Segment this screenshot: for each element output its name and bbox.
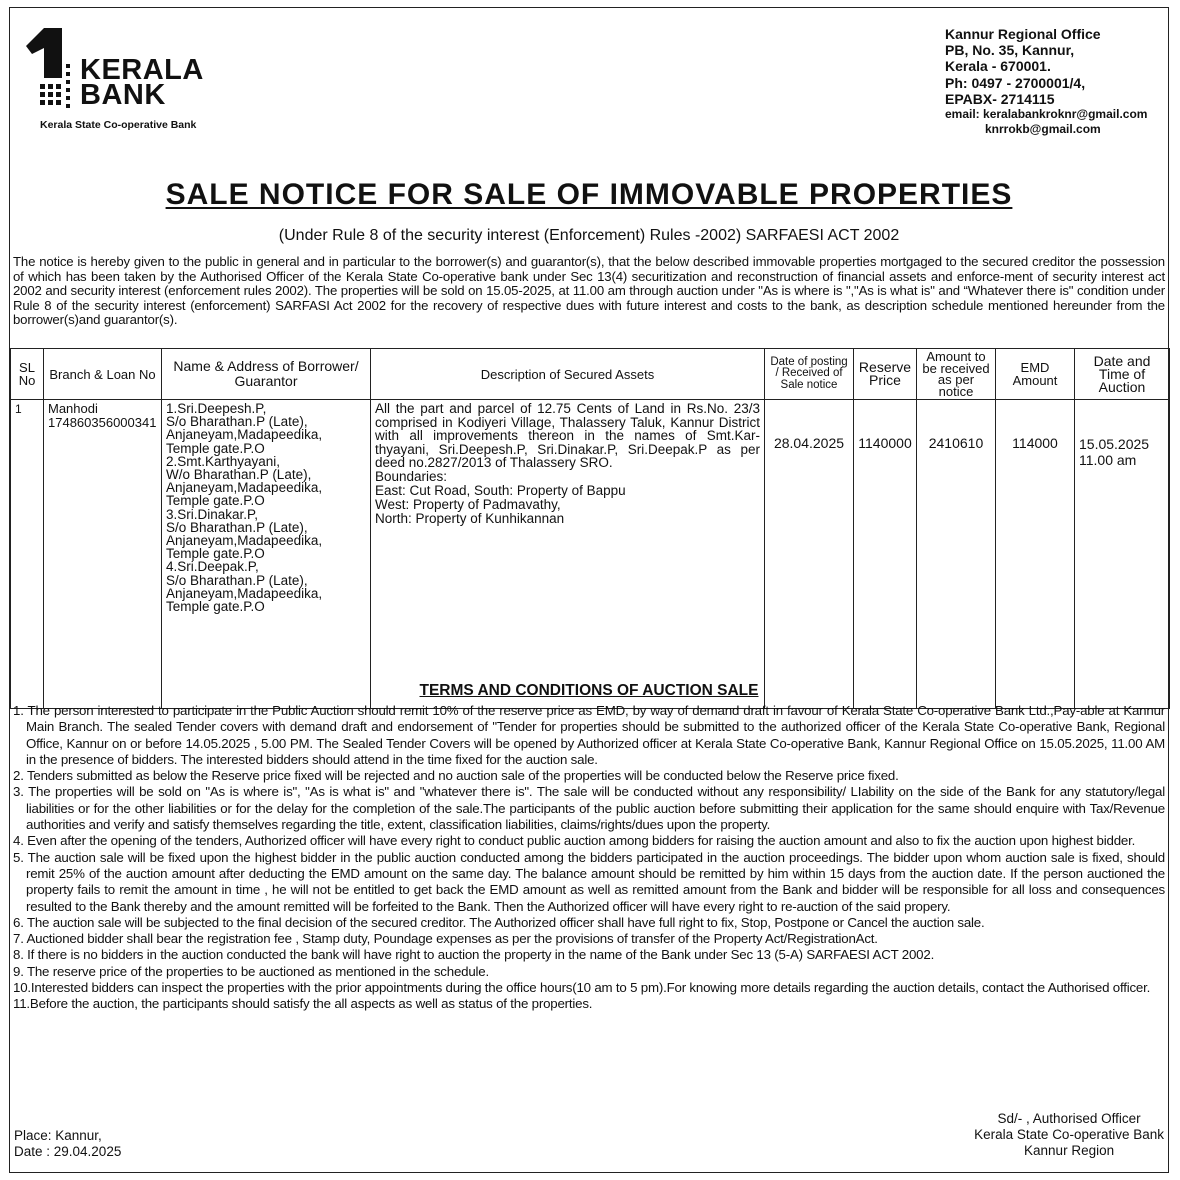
office-email-2: knrrokb@gmail.com <box>985 122 1101 137</box>
borrower-line: S/o Bharathan.P (Late), <box>166 414 308 430</box>
secured-assets-table <box>10 348 1170 709</box>
date-text: Date : 29.04.2025 <box>14 1144 122 1159</box>
auction-date: 15.05.2025 <box>1079 436 1150 452</box>
place-text: Place: Kannur, <box>14 1128 102 1143</box>
cell-sl: 1 <box>11 400 44 709</box>
cell-description <box>371 400 765 709</box>
cell-emd: 114000 <box>996 400 1075 709</box>
auction-time: 11.00 am <box>1079 452 1137 468</box>
loan-number: 174860356000341 <box>48 415 157 430</box>
signature-line: Kannur Region <box>1024 1143 1115 1158</box>
header-name: Name & Address of Borrower/ Guarantor <box>162 349 371 400</box>
signature-block <box>974 1111 1164 1159</box>
term-item: 1. The person interested to participate in the Public Auction should remit 10% of the reserve price as EMD, by way of demand draft in favour of Kerala State Co-operative Bank Ltd.,Pay-able at Kannur Main Branch. The sealed Tender covers with demand draft and endorsement of "Tender for properties should be submitted to the authorized officer of the Kerala State Co-operative Bank, Regional Office, Kannur on or before 14.05.2025 , 5.00 PM. The Sealed Tender Covers will be opened by Authorized officer at Kerala State Co-operative Bank, Kannur Regional Office on 15.05.2025, 11.00 AM in the presence of bidders. The interested bidders should attend in the time fixed for the auction sale. <box>13 703 1165 767</box>
terms-title <box>10 682 1168 700</box>
notice-subtitle: (Under Rule 8 of the security interest (Enforcement) Rules -2002) SARFAESI ACT 2002 <box>278 227 900 244</box>
logo-subtitle: Kerala State Co-operative Bank <box>40 119 197 131</box>
borrower-line: Temple gate.P.O <box>166 599 265 615</box>
bank-logo-mark-icon <box>22 26 82 116</box>
term-item: 7. Auctioned bidder shall bear the registration fee , Stamp duty, Poundage expenses as per the provisions of transfer of the Property Act/RegistrationAct. <box>13 931 878 947</box>
borrower-line: 1.Sri.Deepesh.P, <box>166 401 267 416</box>
borrower-line: Temple gate.P.O <box>166 546 265 562</box>
term-item: 2. Tenders submitted as below the Reserve price fixed will be rejected and no auction sale of the properties will be conducted below the Reserve price fixed. <box>13 768 899 784</box>
header-reserve: Reserve Price <box>854 349 917 400</box>
header-amount: Amount to be received as per notice <box>917 349 996 400</box>
borrower-line: Temple gate.P.O <box>166 493 265 509</box>
office-line: Ph: 0497 - 2700001/4, <box>945 74 1086 91</box>
borrower-line: 4.Sri.Deepak.P, <box>166 559 259 575</box>
term-item: 6. The auction sale will be subjected to the final decision of the secured creditor. The Authorized officer shall have full right to fix, Stop, Postpone or Cancel the auction sale. <box>13 914 985 930</box>
term-item: 3. The properties will be sold on "As is where is", "As is what is" and "whatever there is". The sale will be conducted without any responsibility/ LIability on the side of the Bank for any statutory/legal liabilities or for the other liabilities or for the delay for the completion of the sale.The participants of the public auction before submitting their application for the same should enquire with Tax/Revenue authorities and verify and satisfy themselves regarding the title, extent, classification liabilities, claims/rights/dues upon the property. <box>13 784 1165 833</box>
borrower-line: Anjaneyam,Madapeedika, <box>166 585 323 601</box>
asset-description: All the part and parcel of 12.75 Cents of Land in Rs.No. 23/3 comprised in Kodiyeri Village, Thalassery Taluk, Kannur District with all improvements thereon in the names of Smt.Kar-thyayani, Sri.Deepesh.P, Sri.Dinakar.P, Sri.Deepak.P as per deed no.2827/2013 of Thalassery SRO. <box>375 401 760 470</box>
table-row <box>11 400 1170 709</box>
signature-line: Sd/- , Authorised Officer <box>997 1111 1141 1126</box>
sale-notice-page <box>9 7 1169 1173</box>
boundary-line: North: Property of Kunhikannan <box>375 510 565 526</box>
header-desc: Description of Secured Assets <box>371 349 765 400</box>
boundaries-label: Boundaries: <box>375 468 448 484</box>
borrower-line: Temple gate.P.O <box>166 440 265 456</box>
logo-wordmark <box>80 54 204 111</box>
borrower-line: S/o Bharathan.P (Late), <box>166 572 308 588</box>
header-date-posting: Date of posting / Received of Sale notice <box>765 349 854 400</box>
term-item: 11.Before the auction, the participants should satisfy the all aspects as well as status of the properties. <box>13 996 593 1012</box>
office-email-1: email: keralabankroknr@gmail.com <box>945 107 1148 122</box>
place-date-block <box>14 1128 121 1160</box>
term-item: 5. The auction sale will be fixed upon the highest bidder in the public auction conducted among the bidders participated in the auction proceedings. The bidder upon whom auction sale is fixed, should remit 25% of the auction amount after deducting the EMD amount on the same day. The balance amount should be remitted by him within 15 days from the auction date. If the person auctioned the property fails to remit the amount in time , he will not be entitled to get back the EMD amount as well as remitted amount from the Bank and bidder will be responsible for all loss and consequences resulted to the Bank thereby and the amount remitted will be forfeited to the Bank. Then the Authorized officer will have every right to re-auction of the said propery. <box>13 849 1165 914</box>
header-auction: Date and Time of Auction <box>1075 349 1170 400</box>
cell-borrowers <box>162 400 371 709</box>
cell-branch <box>44 400 162 709</box>
cell-reserve: 1140000 <box>854 400 917 709</box>
header-branch: Branch & Loan No <box>44 349 162 400</box>
cell-amount: 2410610 <box>917 400 996 709</box>
term-item: 8. If there is no bidders in the auction conducted the bank will have right to auction the property in the name of the Bank under Sec 13 (5-A) SARFAESI ACT 2002. <box>13 947 935 963</box>
branch-name: Manhodi <box>48 401 98 416</box>
cell-date-posting: 28.04.2025 <box>765 400 854 709</box>
terms-title-text: TERMS AND CONDITIONS OF AUCTION SALE <box>419 682 759 699</box>
term-item: 9. The reserve price of the properties to be auctioned as mentioned in the schedule. <box>13 963 489 979</box>
office-line: Kannur Regional Office <box>945 26 1101 42</box>
term-item: 10.Interested bidders can inspect the properties with the prior appointments during the office hours(10 am to 5 pm).For knowing more details regarding the auction details, contact the Authorised officer. <box>13 980 1151 996</box>
borrower-line: Anjaneyam,Madapeedika, <box>166 480 323 496</box>
term-item: 4. Even after the opening of the tenders, Authorized officer will have every right to conduct public auction among bidders for raising the auction amount and also to fix the auction upon highest bidder. <box>13 833 1136 849</box>
notice-intro: The notice is hereby given to the public in general and in particular to the borrower(s) and guarantor(s), that the below described immovable properties mortgaged to the secured creditor the possession of which has been taken by the Authorised Officer of the Kerala State Co-operative bank under Sec 13(4) securitization and reconstruction of financial assets and enforce-ment of security interest act 2002 and security interest (enforcement rules 2002). The properties will be sold on 15.05-2025, at 11.00 am through auction under "As is where is ","As is what is" and “Whatever there is" condition under Rule 8 of the security interest (enforcement) SARFASI Act 2002 for the recovery of respective dues with future interest and costs to the bank, as description schedule mentioned hereunder from the borrower(s)and guarantor(s). <box>13 254 1165 328</box>
office-line: PB, No. 35, Kannur, <box>945 42 1075 59</box>
notice-title-text: SALE NOTICE FOR SALE OF IMMOVABLE PROPERTIES <box>165 178 1013 211</box>
kerala-bank-logo <box>22 26 222 130</box>
borrower-line: 2.Smt.Karthyayani, <box>166 453 281 469</box>
boundary-line: West: Property of Padmavathy, <box>375 496 561 512</box>
office-line: EPABX- 2714115 <box>945 90 1055 107</box>
office-line: Kerala - 670001. <box>945 58 1051 75</box>
header-emd: EMD Amount <box>996 349 1075 400</box>
borrower-line: Anjaneyam,Madapeedika, <box>166 427 323 443</box>
boundary-line: East: Cut Road, South: Property of Bappu <box>375 482 626 498</box>
office-address <box>945 26 1147 137</box>
cell-auction <box>1075 400 1170 709</box>
borrower-line: S/o Bharathan.P (Late), <box>166 519 308 535</box>
logo-line-2: BANK <box>80 79 166 111</box>
borrower-line: Anjaneyam,Madapeedika, <box>166 533 323 549</box>
logo-line-1: KERALA <box>80 54 204 86</box>
signature-line: Kerala State Co-operative Bank <box>974 1127 1164 1142</box>
table-header-row <box>11 349 1170 400</box>
borrower-line: 3.Sri.Dinakar.P, <box>166 506 259 522</box>
notice-title <box>10 178 1168 212</box>
borrower-line: W/o Bharathan.P (Late), <box>166 467 312 483</box>
header-sl: SL No <box>11 349 44 400</box>
terms-list <box>13 703 1165 1013</box>
